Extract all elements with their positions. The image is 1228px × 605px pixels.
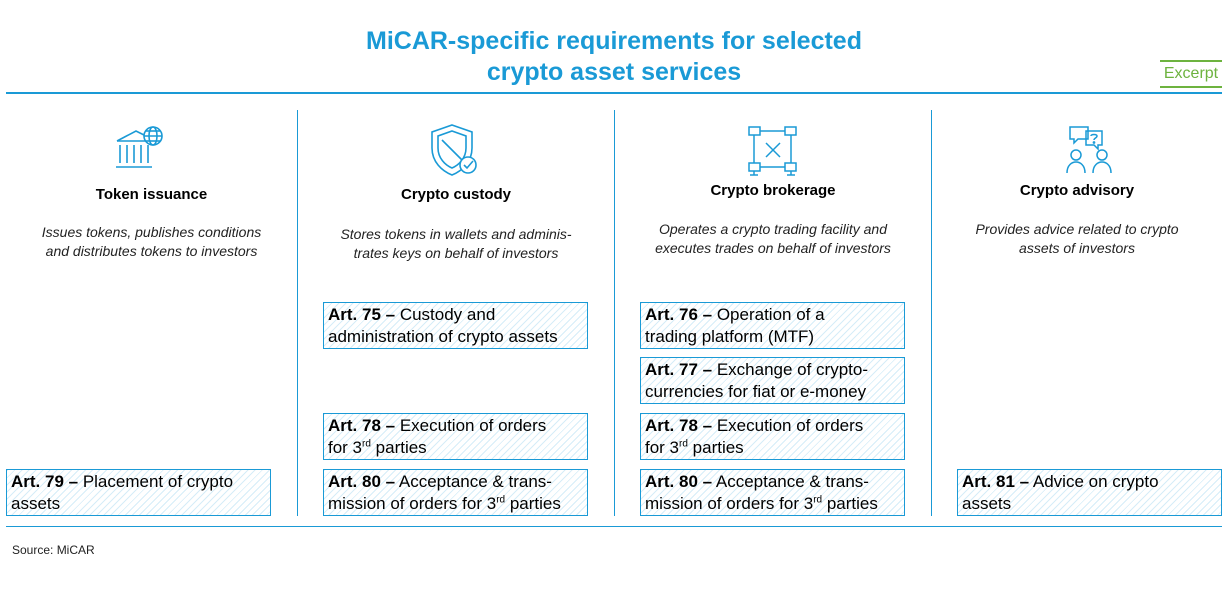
article-text: Exchange of crypto- <box>712 360 869 379</box>
article-78-box <box>323 413 588 460</box>
article-text: Advice on crypto <box>1029 472 1159 491</box>
article-75-box <box>323 302 588 349</box>
article-76-box <box>640 302 905 349</box>
column-description-crypto-brokerage <box>615 220 931 258</box>
article-text: parties <box>505 494 561 513</box>
article-text: parties <box>822 494 878 513</box>
article-number: Art. 80 – <box>328 472 396 491</box>
column-heading-crypto-custody: Crypto custody <box>400 186 511 203</box>
article-text: Execution of orders <box>712 416 864 435</box>
column-separator <box>931 110 932 516</box>
article-text: Acceptance & trans- <box>712 472 869 491</box>
article-text: Custody and <box>395 305 496 324</box>
article-number: Art. 78 – <box>328 416 396 435</box>
bank-globe-icon <box>114 125 166 171</box>
people-chat-icon <box>1064 123 1118 177</box>
article-81-box <box>957 469 1222 516</box>
article-text: for 3 <box>328 438 363 457</box>
article-number: Art. 81 – <box>962 472 1030 491</box>
ordinal-suffix: rd <box>362 438 371 450</box>
article-79-box <box>6 469 271 516</box>
article-number: Art. 76 – <box>645 305 713 324</box>
article-text: parties <box>687 438 744 457</box>
description-line: trates keys on behalf of investors <box>353 245 559 261</box>
page-title <box>200 26 1028 88</box>
article-number: Art. 79 – <box>11 472 79 491</box>
article-number: Art. 80 – <box>645 472 713 491</box>
ordinal-suffix: rd <box>679 438 688 450</box>
article-text: assets <box>962 494 1012 513</box>
column-heading-token-issuance: Token issuance <box>95 186 208 203</box>
description-line: Provides advice related to crypto <box>975 221 1179 237</box>
article-text: mission of orders for 3 <box>645 494 814 513</box>
article-77-box <box>640 357 905 404</box>
article-number: Art. 78 – <box>645 416 713 435</box>
article-text: administration of crypto assets <box>328 327 558 346</box>
description-line: Issues tokens, publishes conditions <box>41 224 262 240</box>
article-text: assets <box>11 494 61 513</box>
bottom-divider <box>6 526 1222 527</box>
article-text: Placement of crypto <box>78 472 234 491</box>
network-nodes-icon <box>747 125 799 177</box>
description-line: executes trades on behalf of investors <box>655 240 891 256</box>
article-text: Operation of a <box>712 305 825 324</box>
description-line: assets of investors <box>1019 240 1135 256</box>
shield-check-icon <box>428 122 482 178</box>
description-line: Stores tokens in wallets and adminis- <box>340 226 572 242</box>
article-78-box <box>640 413 905 460</box>
column-heading-crypto-advisory: Crypto advisory <box>1019 182 1135 199</box>
article-text: trading platform (MTF) <box>645 327 815 346</box>
article-text: currencies for fiat or e-money <box>645 382 867 401</box>
description-line: and distributes tokens to investors <box>45 243 258 259</box>
article-text: parties <box>370 438 427 457</box>
article-number: Art. 77 – <box>645 360 713 379</box>
column-separator <box>614 110 615 516</box>
excerpt-label: Excerpt <box>1160 60 1222 88</box>
article-number: Art. 75 – <box>328 305 396 324</box>
title-line-1: MiCAR-specific requirements for selected <box>366 27 862 55</box>
article-text: Acceptance & trans- <box>395 472 552 491</box>
article-80-box <box>323 469 588 516</box>
title-line-2: crypto asset services <box>486 58 742 86</box>
article-text: for 3 <box>645 438 680 457</box>
article-text: Execution of orders <box>395 416 547 435</box>
column-heading-crypto-brokerage: Crypto brokerage <box>710 182 836 199</box>
column-separator <box>297 110 298 516</box>
ordinal-suffix: rd <box>813 494 823 506</box>
article-text: mission of orders for 3 <box>328 494 497 513</box>
source-note: Source: MiCAR <box>12 543 95 557</box>
ordinal-suffix: rd <box>496 494 506 506</box>
description-line: Operates a crypto trading facility and <box>658 221 887 237</box>
article-80-box <box>640 469 905 516</box>
top-divider <box>6 92 1222 94</box>
column-description-crypto-custody <box>298 225 614 263</box>
column-description-token-issuance <box>6 223 297 261</box>
column-description-crypto-advisory <box>932 220 1222 258</box>
